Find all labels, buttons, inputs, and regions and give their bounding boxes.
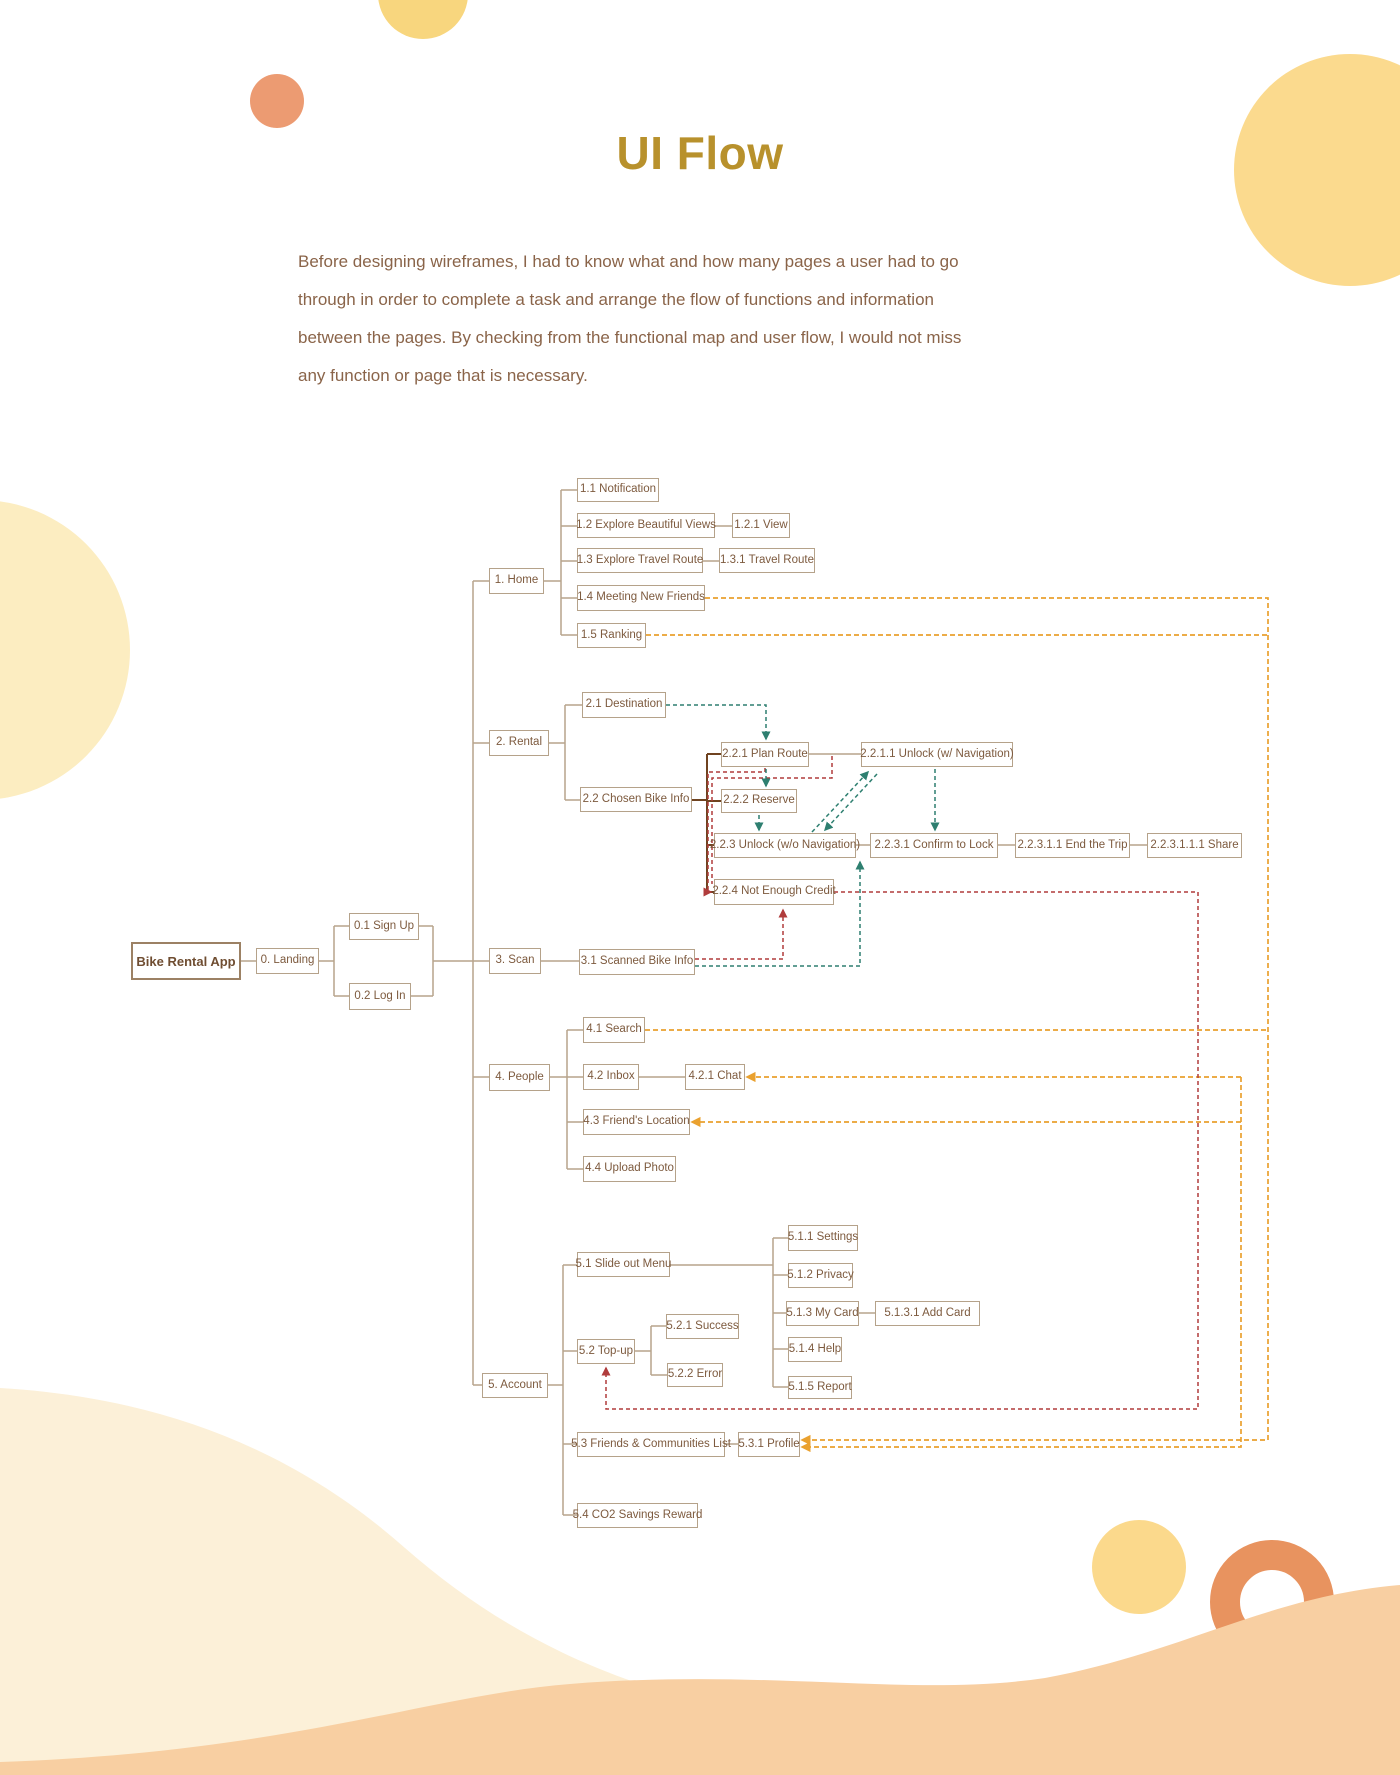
node-2-1-destination: 2.1 Destination (582, 692, 666, 718)
intro-line-3: between the pages. By checking from the functional map and user flow, I would not miss (298, 328, 962, 347)
page-title: UI Flow (616, 127, 784, 179)
node-1-4-meeting-new-friends: 1.4 Meeting New Friends (577, 585, 705, 611)
node-5-1-2-privacy: 5.1.2 Privacy (788, 1263, 853, 1288)
intro-paragraph (298, 243, 1098, 395)
node-1-2-explore-beautiful-views: 1.2 Explore Beautiful Views (577, 513, 715, 538)
node-2-2-3-1-1-end-the-trip: 2.2.3.1.1 End the Trip (1015, 833, 1130, 858)
node-4-1-search: 4.1 Search (583, 1017, 645, 1043)
node-0-2-log-in: 0.2 Log In (349, 983, 411, 1010)
node-3-scan: 3. Scan (489, 948, 541, 974)
node-1-3-1-travel-route: 1.3.1 Travel Route (719, 548, 815, 573)
node-0-1-sign-up: 0.1 Sign Up (349, 913, 419, 940)
node-5-1-3-my-card: 5.1.3 My Card (786, 1301, 859, 1326)
node-5-2-1-success: 5.2.1 Success (666, 1314, 739, 1339)
node-5-1-4-help: 5.1.4 Help (788, 1337, 842, 1362)
node-2-2-4-not-enough-credit: 2.2.4 Not Enough Credit (714, 879, 834, 905)
node-4-people: 4. People (489, 1064, 550, 1091)
node-5-1-5-report: 5.1.5 Report (788, 1376, 852, 1399)
node-2-2-3-1-1-1-share: 2.2.3.1.1.1 Share (1147, 833, 1242, 858)
intro-line-4: any function or page that is necessary. (298, 366, 588, 385)
node-4-2-1-chat: 4.2.1 Chat (685, 1064, 745, 1090)
node-1-2-1-view: 1.2.1 View (732, 513, 790, 538)
node-5-account: 5. Account (482, 1373, 548, 1398)
node-5-3-friends-communities-list: 5.3 Friends & Communities List (577, 1432, 725, 1457)
node-2-2-3-unlock-without-navigation: 2.2.3 Unlock (w/o Navigation) (714, 833, 856, 858)
node-5-2-2-error: 5.2.2 Error (667, 1363, 723, 1387)
intro-line-1: Before designing wireframes, I had to know what and how many pages a user had to go (298, 252, 959, 271)
dark-bracket-2-2 (692, 754, 721, 892)
node-2-2-1-1-unlock-with-navigation: 2.2.1.1 Unlock (w/ Navigation) (861, 742, 1013, 767)
node-2-rental: 2. Rental (489, 730, 549, 756)
node-4-3-friends-location: 4.3 Friend's Location (583, 1109, 690, 1135)
node-5-1-slide-out-menu: 5.1 Slide out Menu (577, 1252, 670, 1277)
node-5-3-1-profile: 5.3.1 Profile (738, 1432, 800, 1457)
node-bike-rental-app: Bike Rental App (131, 942, 241, 980)
node-4-4-upload-photo: 4.4 Upload Photo (583, 1156, 676, 1182)
node-2-2-chosen-bike-info: 2.2 Chosen Bike Info (580, 787, 692, 812)
node-4-2-inbox: 4.2 Inbox (583, 1064, 639, 1090)
node-2-2-2-reserve: 2.2.2 Reserve (721, 789, 797, 813)
node-2-2-1-plan-route: 2.2.1 Plan Route (721, 742, 809, 767)
node-0-landing: 0. Landing (256, 948, 319, 974)
intro-line-2: through in order to complete a task and arrange the flow of functions and information (298, 290, 934, 309)
node-3-1-scanned-bike-info: 3.1 Scanned Bike Info (579, 949, 695, 975)
node-2-2-3-1-confirm-to-lock: 2.2.3.1 Confirm to Lock (870, 833, 998, 858)
node-1-5-ranking: 1.5 Ranking (577, 623, 646, 648)
node-1-1-notification: 1.1 Notification (577, 478, 659, 502)
node-5-4-co2-savings-reward: 5.4 CO2 Savings Reward (577, 1503, 698, 1528)
node-5-2-top-up: 5.2 Top-up (577, 1339, 635, 1364)
node-5-1-1-settings: 5.1.1 Settings (788, 1225, 858, 1251)
node-1-3-explore-travel-route: 1.3 Explore Travel Route (577, 548, 703, 573)
node-1-home: 1. Home (489, 568, 544, 594)
node-5-1-3-1-add-card: 5.1.3.1 Add Card (875, 1301, 980, 1326)
